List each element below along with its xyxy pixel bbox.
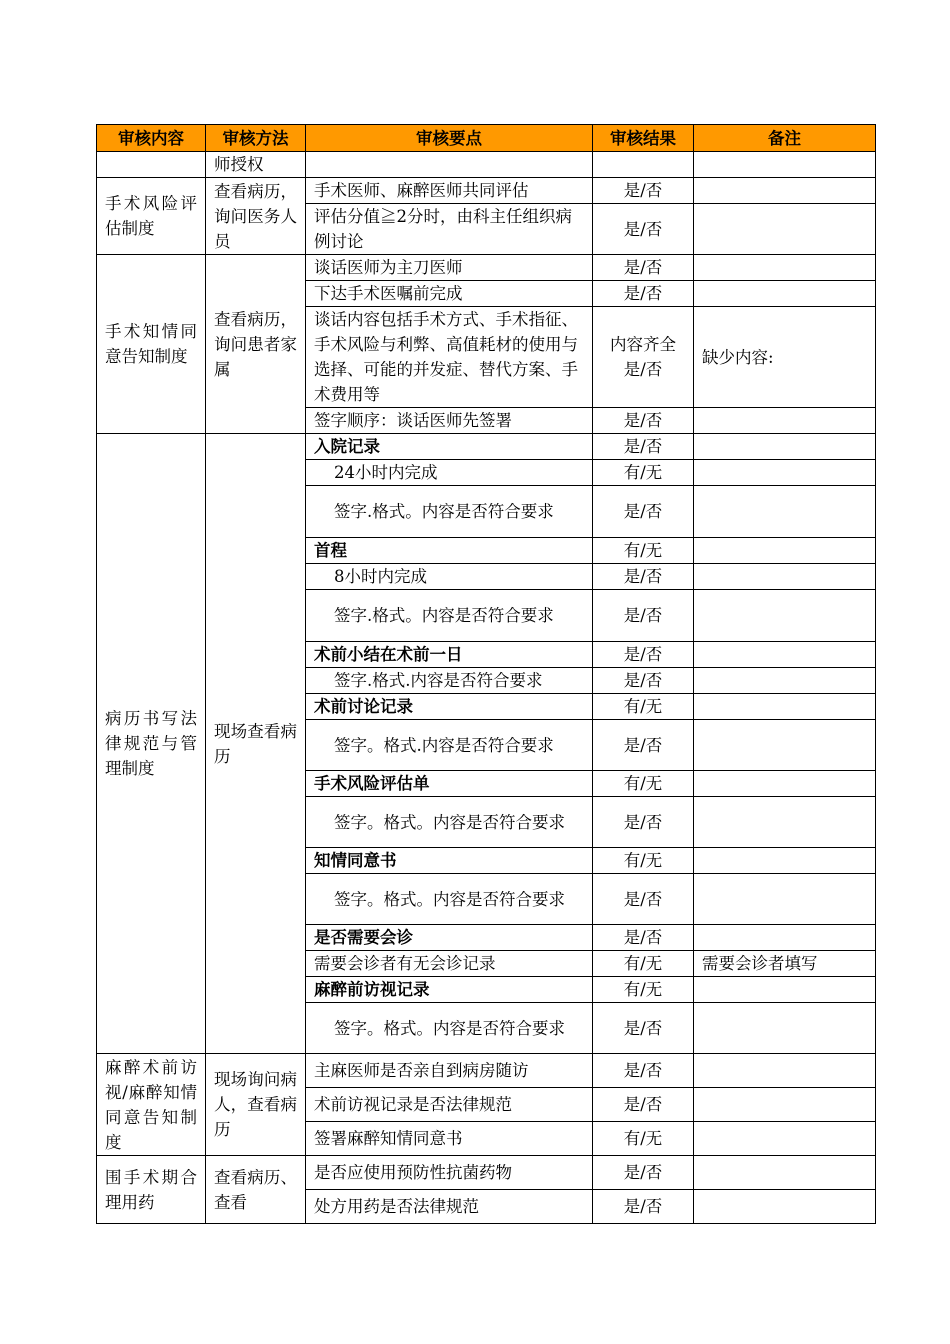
audit-method-cell: 查看病历、查看 (206, 1156, 306, 1224)
audit-table (96, 124, 876, 1224)
audit-category-cell (97, 152, 206, 178)
remarks-cell (694, 642, 876, 668)
remarks-cell: 需要会诊者填写 (694, 951, 876, 977)
audit-result-cell: 是/否 (593, 797, 694, 848)
table-header-row (97, 125, 876, 152)
audit-point-cell: 术前访视记录是否法律规范 (306, 1088, 593, 1122)
remarks-cell (694, 538, 876, 564)
audit-point-cell: 术前讨论记录 (306, 694, 593, 720)
audit-result-cell: 是/否 (593, 720, 694, 771)
audit-method-cell: 现场查看病历 (206, 434, 306, 1054)
audit-point-cell: 知情同意书 (306, 848, 593, 874)
header-audit-result: 审核结果 (593, 125, 694, 152)
audit-point-cell: 手术风险评估单 (306, 771, 593, 797)
audit-result-cell (593, 152, 694, 178)
audit-point-cell: 需要会诊者有无会诊记录 (306, 951, 593, 977)
audit-point-cell: 入院记录 (306, 434, 593, 460)
audit-result-cell: 是/否 (593, 668, 694, 694)
audit-method-cell: 师授权 (206, 152, 306, 178)
audit-result-cell: 是/否 (593, 874, 694, 925)
table-row (97, 178, 876, 204)
audit-result-cell: 有/无 (593, 951, 694, 977)
audit-result-cell: 有/无 (593, 848, 694, 874)
audit-point-cell: 签字顺序：谈话医师先签署 (306, 408, 593, 434)
audit-result-cell: 是/否 (593, 1190, 694, 1224)
audit-result-cell: 是/否 (593, 925, 694, 951)
remarks-cell (694, 1122, 876, 1156)
audit-point-cell: 谈话医师为主刀医师 (306, 255, 593, 281)
audit-method-cell: 现场询问病人，查看病历 (206, 1054, 306, 1156)
audit-result-cell: 是/否 (593, 204, 694, 255)
remarks-cell (694, 590, 876, 642)
table-row (97, 1156, 876, 1190)
header-audit-method: 审核方法 (206, 125, 306, 152)
remarks-cell (694, 1190, 876, 1224)
audit-point-cell (306, 152, 593, 178)
header-audit-points: 审核要点 (306, 125, 593, 152)
remarks-cell (694, 460, 876, 486)
audit-point-cell: 签字。格式.内容是否符合要求 (306, 720, 593, 771)
audit-point-cell: 签字.格式。内容是否符合要求 (306, 590, 593, 642)
table-row (97, 152, 876, 178)
remarks-cell (694, 434, 876, 460)
remarks-cell (694, 178, 876, 204)
audit-result-cell: 有/无 (593, 694, 694, 720)
audit-result-cell: 有/无 (593, 538, 694, 564)
remarks-cell (694, 848, 876, 874)
remarks-cell (694, 771, 876, 797)
audit-result-cell: 是/否 (593, 434, 694, 460)
audit-result-cell: 有/无 (593, 977, 694, 1003)
audit-point-cell: 签署麻醉知情同意书 (306, 1122, 593, 1156)
audit-result-cell: 有/无 (593, 460, 694, 486)
remarks-cell (694, 1156, 876, 1190)
audit-result-cell: 是/否 (593, 1054, 694, 1088)
remarks-cell (694, 255, 876, 281)
audit-result-cell: 是/否 (593, 590, 694, 642)
remarks-cell (694, 564, 876, 590)
remarks-cell (694, 281, 876, 307)
audit-result-cell: 是/否 (593, 1088, 694, 1122)
header-audit-content: 审核内容 (97, 125, 206, 152)
table-body (97, 152, 876, 1224)
audit-category-cell: 围手术期合理用药 (97, 1156, 206, 1224)
audit-point-cell: 签字。格式。内容是否符合要求 (306, 797, 593, 848)
audit-result-cell: 是/否 (593, 1156, 694, 1190)
audit-point-cell: 下达手术医嘱前完成 (306, 281, 593, 307)
audit-result-cell: 是/否 (593, 486, 694, 538)
audit-point-cell: 是否应使用预防性抗菌药物 (306, 1156, 593, 1190)
audit-category-cell: 手术风险评估制度 (97, 178, 206, 255)
audit-point-cell: 主麻医师是否亲自到病房随访 (306, 1054, 593, 1088)
audit-point-cell: 24小时内完成 (306, 460, 593, 486)
audit-result-cell: 是/否 (593, 564, 694, 590)
audit-result-cell: 是/否 (593, 255, 694, 281)
audit-point-cell: 签字。格式。内容是否符合要求 (306, 874, 593, 925)
audit-method-cell: 查看病历，询问患者家属 (206, 255, 306, 434)
remarks-cell (694, 720, 876, 771)
audit-point-cell: 是否需要会诊 (306, 925, 593, 951)
header-remarks: 备注 (694, 125, 876, 152)
remarks-cell (694, 874, 876, 925)
audit-result-cell: 有/无 (593, 1122, 694, 1156)
audit-point-cell: 处方用药是否法律规范 (306, 1190, 593, 1224)
audit-category-cell: 手术知情同意告知制度 (97, 255, 206, 434)
audit-result-cell: 内容齐全 是/否 (593, 307, 694, 408)
audit-point-cell: 首程 (306, 538, 593, 564)
remarks-cell (694, 408, 876, 434)
remarks-cell (694, 486, 876, 538)
remarks-cell (694, 797, 876, 848)
audit-point-cell: 麻醉前访视记录 (306, 977, 593, 1003)
audit-result-cell: 是/否 (593, 178, 694, 204)
remarks-cell (694, 977, 876, 1003)
table-row (97, 434, 876, 460)
audit-point-cell: 评估分值≧2分时，由科主任组织病例讨论 (306, 204, 593, 255)
table-row (97, 255, 876, 281)
audit-point-cell: 谈话内容包括手术方式、手术指征、手术风险与利弊、高值耗材的使用与选择、可能的并发症、替代方案、手术费用等 (306, 307, 593, 408)
table-row (97, 1054, 876, 1088)
audit-point-cell: 签字。格式。内容是否符合要求 (306, 1003, 593, 1054)
audit-point-cell: 8小时内完成 (306, 564, 593, 590)
remarks-cell (694, 668, 876, 694)
audit-point-cell: 签字.格式。内容是否符合要求 (306, 486, 593, 538)
audit-result-cell: 是/否 (593, 642, 694, 668)
remarks-cell (694, 1003, 876, 1054)
audit-category-cell: 病历书写法律规范与管理制度 (97, 434, 206, 1054)
remarks-cell (694, 152, 876, 178)
audit-point-cell: 术前小结在术前一日 (306, 642, 593, 668)
audit-category-cell: 麻醉术前访视/麻醉知情同意告知制度 (97, 1054, 206, 1156)
audit-point-cell: 签字.格式.内容是否符合要求 (306, 668, 593, 694)
remarks-cell (694, 1088, 876, 1122)
audit-result-cell: 是/否 (593, 408, 694, 434)
audit-point-cell: 手术医师、麻醉医师共同评估 (306, 178, 593, 204)
remarks-cell (694, 1054, 876, 1088)
audit-method-cell: 查看病历，询问医务人员 (206, 178, 306, 255)
remarks-cell: 缺少内容: (694, 307, 876, 408)
remarks-cell (694, 204, 876, 255)
remarks-cell (694, 694, 876, 720)
remarks-cell (694, 925, 876, 951)
audit-result-cell: 是/否 (593, 1003, 694, 1054)
audit-result-cell: 有/无 (593, 771, 694, 797)
audit-result-cell: 是/否 (593, 281, 694, 307)
